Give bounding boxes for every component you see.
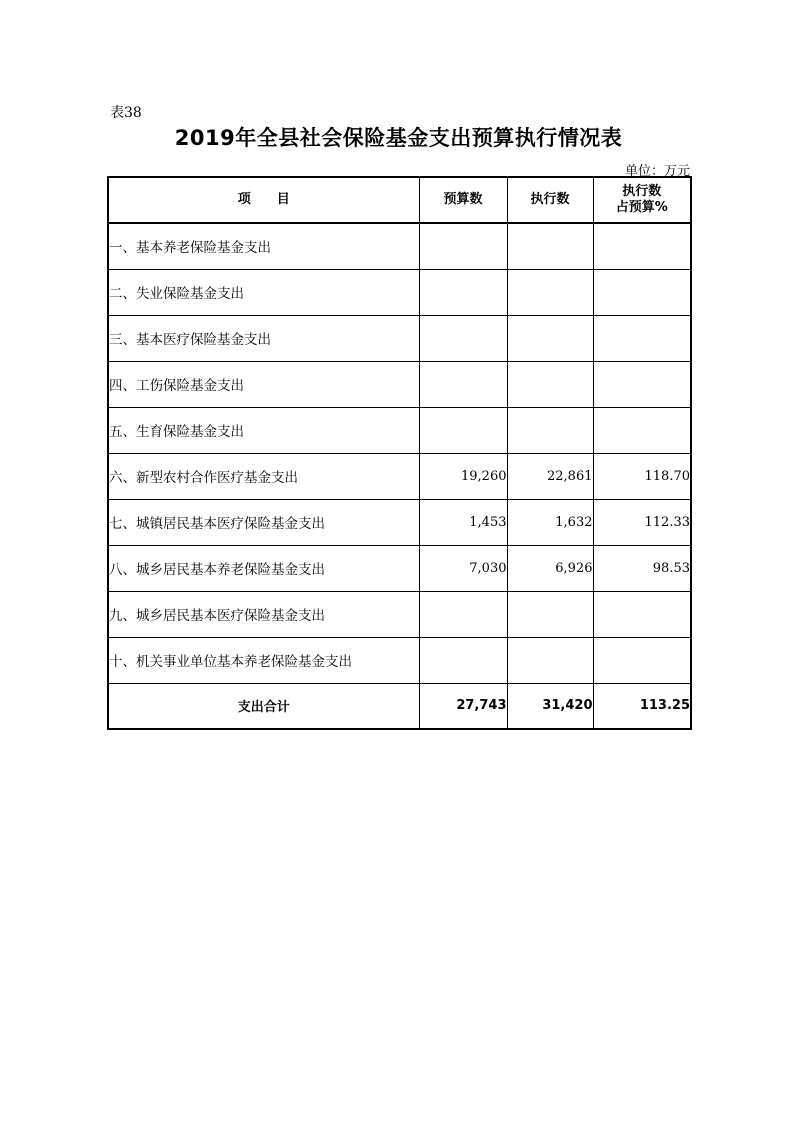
row-budget — [419, 269, 507, 315]
table-row — [108, 361, 691, 407]
row-budget — [419, 591, 507, 637]
table-row — [108, 453, 691, 499]
row-budget — [419, 361, 507, 407]
table-row — [108, 269, 691, 315]
table-row — [108, 315, 691, 361]
row-pct — [593, 591, 691, 637]
row-budget — [419, 223, 507, 269]
header-budget: 预算数 — [419, 177, 507, 223]
table-number: 表38 — [110, 105, 142, 121]
table-row — [108, 545, 691, 591]
row-item: 六、新型农村合作医疗基金支出 — [108, 453, 419, 499]
header-item: 项 目 — [108, 177, 419, 223]
row-pct: 98.53 — [593, 545, 691, 591]
row-item: 一、基本养老保险基金支出 — [108, 223, 419, 269]
row-pct — [593, 315, 691, 361]
row-exec: 6,926 — [507, 545, 593, 591]
row-exec — [507, 591, 593, 637]
header-pct — [593, 177, 691, 223]
row-item: 九、城乡居民基本医疗保险基金支出 — [108, 591, 419, 637]
expenditure-table — [107, 176, 692, 730]
row-pct — [593, 637, 691, 683]
row-pct — [593, 223, 691, 269]
table-row — [108, 407, 691, 453]
header-exec: 执行数 — [507, 177, 593, 223]
page-title: 2019年全县社会保险基金支出预算执行情况表 — [174, 126, 623, 150]
row-item: 四、工伤保险基金支出 — [108, 361, 419, 407]
row-budget — [419, 407, 507, 453]
row-exec: 1,632 — [507, 499, 593, 545]
table-row — [108, 223, 691, 269]
row-exec: 22,861 — [507, 453, 593, 499]
table-row — [108, 499, 691, 545]
row-exec — [507, 269, 593, 315]
table-row — [108, 591, 691, 637]
row-exec — [507, 407, 593, 453]
row-item: 五、生育保险基金支出 — [108, 407, 419, 453]
row-budget: 19,260 — [419, 453, 507, 499]
total-budget: 27,743 — [419, 683, 507, 729]
row-item: 三、基本医疗保险基金支出 — [108, 315, 419, 361]
total-pct: 113.25 — [593, 683, 691, 729]
row-budget — [419, 315, 507, 361]
row-pct: 118.70 — [593, 453, 691, 499]
row-exec — [507, 315, 593, 361]
row-pct — [593, 269, 691, 315]
row-budget: 7,030 — [419, 545, 507, 591]
header-pct-line1: 执行数 — [622, 184, 662, 199]
row-exec — [507, 637, 593, 683]
row-budget: 1,453 — [419, 499, 507, 545]
row-pct — [593, 407, 691, 453]
total-item: 支出合计 — [108, 683, 419, 729]
table-header-row — [108, 177, 691, 223]
row-item: 十、机关事业单位基本养老保险基金支出 — [108, 637, 419, 683]
row-item: 七、城镇居民基本医疗保险基金支出 — [108, 499, 419, 545]
header-pct-line2: 占预算% — [615, 200, 668, 215]
row-exec — [507, 361, 593, 407]
total-exec: 31,420 — [507, 683, 593, 729]
row-item: 二、失业保险基金支出 — [108, 269, 419, 315]
unit-label: 单位：万元 — [624, 164, 690, 179]
total-row — [108, 683, 691, 729]
row-pct — [593, 361, 691, 407]
row-exec — [507, 223, 593, 269]
row-budget — [419, 637, 507, 683]
table-row — [108, 637, 691, 683]
row-item: 八、城乡居民基本养老保险基金支出 — [108, 545, 419, 591]
row-pct: 112.33 — [593, 499, 691, 545]
